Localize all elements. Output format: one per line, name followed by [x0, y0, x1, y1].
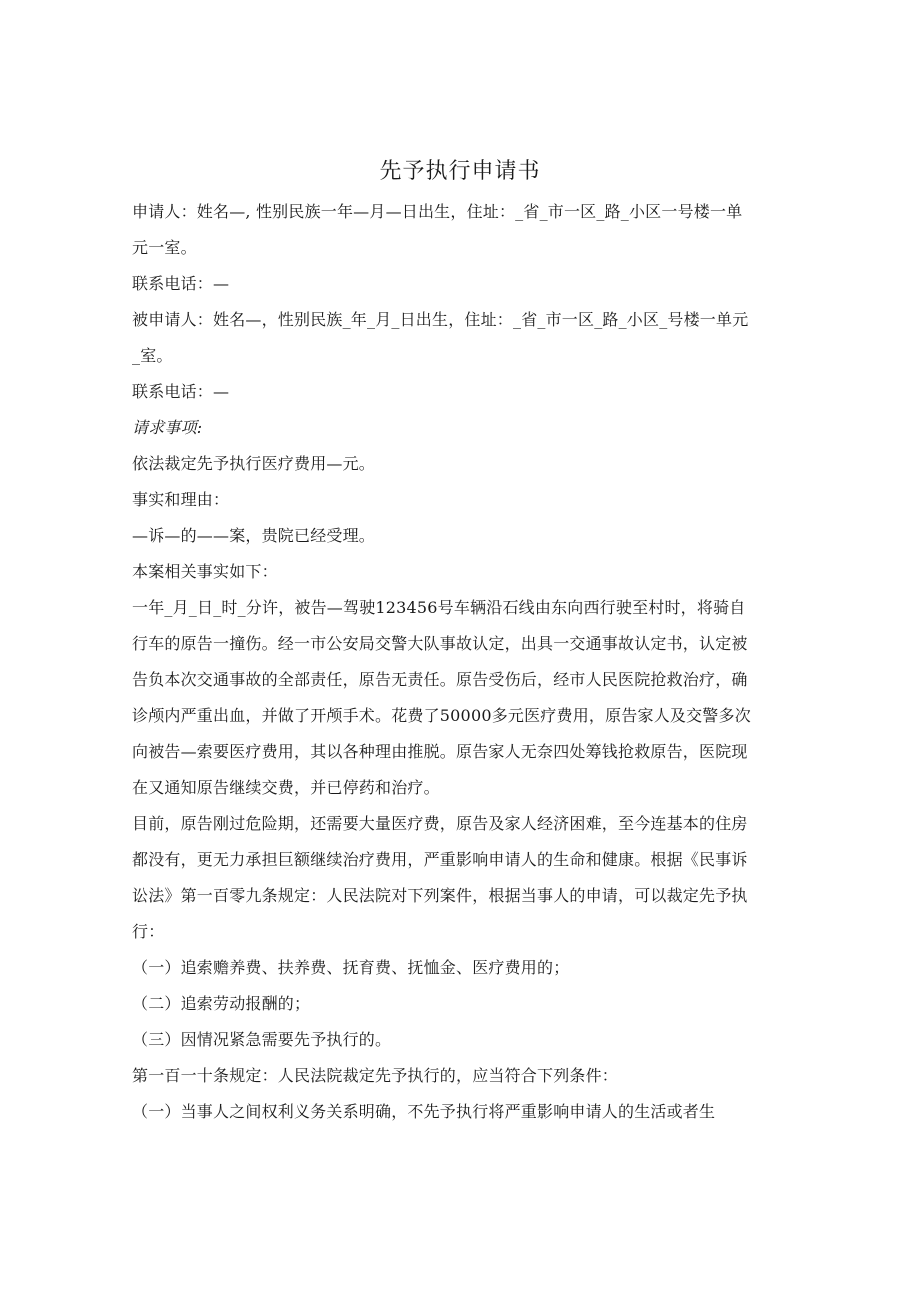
facts-heading: 事实和理由：	[132, 490, 230, 509]
facts-paragraph-line: 向被告—索要医疗费用，其以各种理由推脱。原告家人无奈四处筹钱抢救原告，医院现	[132, 742, 748, 761]
list-item: （三）因情况紧急需要先予执行的。	[132, 1030, 392, 1049]
reason-paragraph-line: 都没有，更无力承担巨额继续治疗费用，严重影响申请人的生命和健康。根据《民事诉	[132, 850, 748, 869]
applicant-line-2: 元一室。	[132, 238, 197, 257]
reason-paragraph-line: 讼法》第一百零九条规定：人民法院对下列案件，根据当事人的申请，可以裁定先予执	[132, 886, 748, 905]
facts-intro: 本案相关事实如下：	[132, 562, 278, 581]
facts-paragraph-line: 在又通知原告继续交费，并已停药和治疗。	[132, 778, 440, 797]
list-item: （一）追索赡养费、扶养费、抚育费、抚恤金、医疗费用的；	[132, 958, 570, 977]
list-item: （二）追索劳动报酬的；	[132, 994, 311, 1013]
respondent-phone: 联系电话：—	[132, 382, 230, 401]
article-110-line: 第一百一十条规定：人民法院裁定先予执行的，应当符合下列条件：	[132, 1066, 619, 1085]
facts-paragraph-line: 诊颅内严重出血，并做了开颅手术。花费了50000多元医疗费用，原告家人及交警多次	[132, 706, 751, 725]
respondent-line-1: 被申请人：姓名—，性别民族_年_月_日出生，住址：_省_市一区_路_小区_号楼一单元	[132, 310, 749, 329]
document-body	[132, 194, 790, 1130]
applicant-phone: 联系电话：—	[132, 274, 230, 293]
document-title: 先予执行申请书	[379, 159, 541, 184]
facts-paragraph-line: 一年_月_日_时_分许，被告—驾驶123456号车辆沿石线由东向西行驶至村时，将骑自	[132, 598, 746, 617]
case-accepted: —诉—的——案，贵院已经受理。	[132, 526, 376, 545]
respondent-line-2: _室。	[132, 346, 173, 365]
applicant-line-1: 申请人：姓名—, 性别民族一年—月—日出生，住址：_省_市一区_路_小区一号楼一单	[132, 202, 743, 221]
facts-paragraph-line: 告负本次交通事故的全部责任，原告无责任。原告受伤后，经市人民医院抢救治疗，确	[132, 670, 748, 689]
reason-paragraph-line: 行：	[132, 922, 165, 941]
request-heading: 请求事项:	[132, 418, 203, 437]
list-item: （一）当事人之间权利义务关系明确，不先予执行将严重影响申请人的生活或者生	[132, 1102, 716, 1121]
request-content: 依法裁定先予执行医疗费用—元。	[132, 454, 376, 473]
reason-paragraph-line: 目前，原告刚过危险期，还需要大量医疗费，原告及家人经济困难，至今连基本的住房	[132, 814, 748, 833]
facts-paragraph-line: 行车的原告一撞伤。经一市公安局交警大队事故认定，出具一交通事故认定书，认定被	[132, 634, 748, 653]
